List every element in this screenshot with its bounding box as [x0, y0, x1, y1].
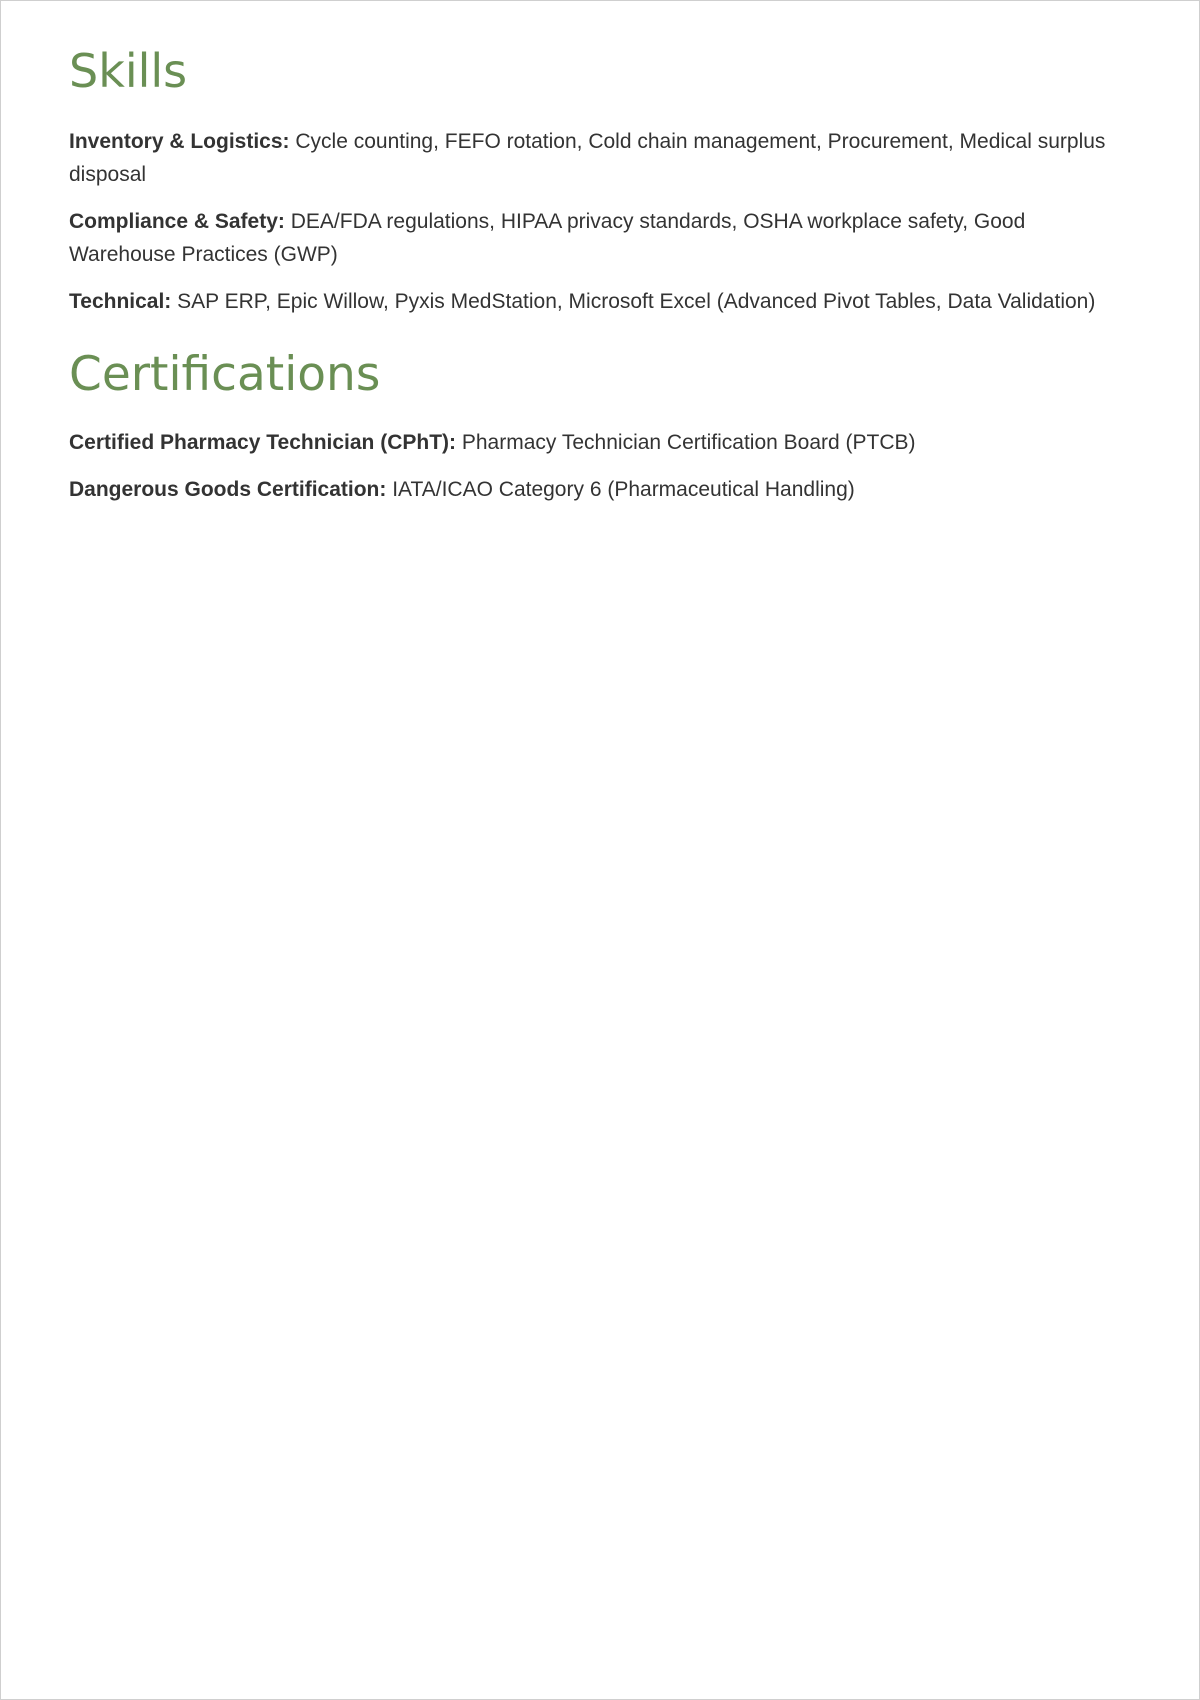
- skill-entry-technical: [69, 285, 1131, 318]
- skill-entry-inventory-logistics: [69, 125, 1131, 191]
- certification-text: Pharmacy Technician Certification Board (PTCB): [461, 431, 916, 454]
- skill-text: SAP ERP, Epic Willow, Pyxis MedStation, Microsoft Excel (Advanced Pivot Tables, Data Validation): [177, 290, 1096, 313]
- skill-label: Technical:: [69, 290, 172, 313]
- skills-section: [69, 41, 1131, 318]
- skills-heading: Skills: [69, 44, 188, 98]
- certification-label: Certified Pharmacy Technician (CPhT):: [69, 431, 457, 454]
- skill-text: DEA/FDA regulations, HIPAA privacy standards, OSHA workplace safety, Good Warehouse Practices (GWP): [69, 210, 1026, 266]
- certification-text: IATA/ICAO Category 6 (Pharmaceutical Handling): [392, 478, 855, 501]
- certification-entry-cpht: [69, 426, 1131, 459]
- certification-entry-dangerous-goods: [69, 473, 1131, 506]
- skill-entry-compliance-safety: [69, 205, 1131, 271]
- skill-text: Cycle counting, FEFO rotation, Cold chain management, Procurement, Medical surplus disposal: [69, 130, 1106, 186]
- certifications-section: [69, 344, 1131, 506]
- skill-label: Compliance & Safety:: [69, 210, 285, 233]
- certifications-heading: Certifications: [69, 347, 381, 402]
- skill-label: Inventory & Logistics:: [69, 130, 290, 153]
- certification-label: Dangerous Goods Certification:: [69, 478, 387, 501]
